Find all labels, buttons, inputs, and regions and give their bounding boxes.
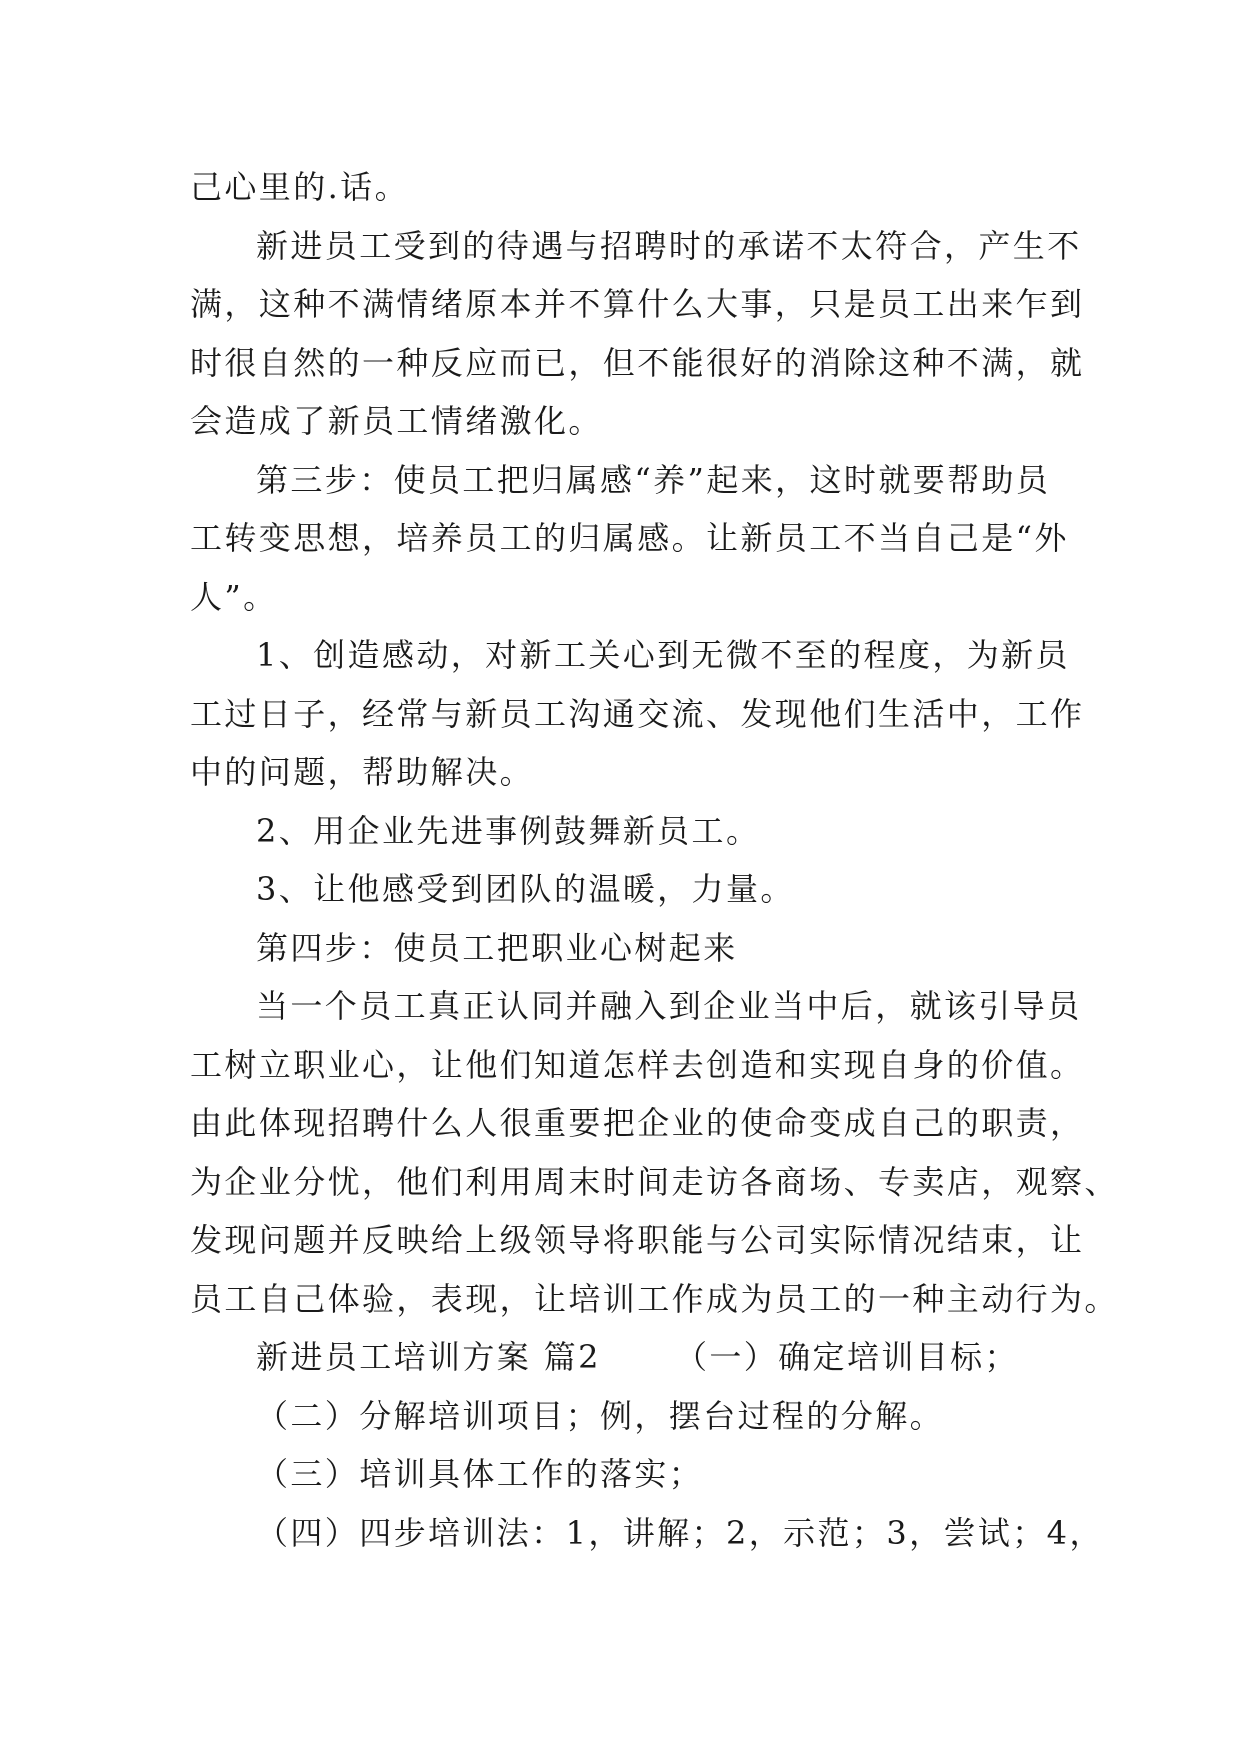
paragraph-line: 第四步：使员工把职业心树起来 (256, 928, 738, 967)
paragraph-line: 员工自己体验，表现，让培训工作成为员工的一种主动行为。 (190, 1279, 1119, 1318)
section-first-item: （一）确定培训目标； (674, 1338, 1019, 1376)
paragraph-line: 工过日子，经常与新员工沟通交流、发现他们生活中，工作 (190, 694, 1085, 733)
paragraph-line: 时很自然的一种反应而已，但不能很好的消除这种不满，就 (190, 343, 1085, 382)
paragraph-line: （三）培训具体工作的落实； (256, 1455, 704, 1493)
paragraph-line: 满，这种不满情绪原本并不算什么大事，只是员工出来乍到 (190, 285, 1085, 323)
paragraph-line: 工树立职业心，让他们知道怎样去创造和实现自身的价值。 (190, 1045, 1085, 1084)
paragraph-line: 由此体现招聘什么人很重要把企业的使命变成自己的职责， (190, 1104, 1085, 1142)
paragraph-line: 1、创造感动，对新工关心到无微不至的程度，为新员 (256, 636, 1070, 674)
paragraph-line: 己心里的.话。 (190, 168, 409, 206)
paragraph-line: 工转变思想，培养员工的归属感。让新员工不当自己是“外 (190, 519, 1069, 557)
section-title: 新进员工培训方案 篇2 (256, 1338, 601, 1376)
paragraph-line: 为企业分忧，他们利用周末时间走访各商场、专卖店，观察、 (190, 1162, 1119, 1201)
paragraph-line: 第三步：使员工把归属感“养”起来，这时就要帮助员 (256, 460, 1051, 499)
paragraph-line: 人”。 (190, 577, 278, 616)
paragraph-line: 新进员工受到的待遇与招聘时的承诺不太符合，产生不 (256, 226, 1082, 265)
paragraph-line: 会造成了新员工情绪激化。 (190, 402, 603, 440)
paragraph-line: （四）四步培训法：1，讲解；2，示范；3，尝试；4， (256, 1513, 1104, 1552)
paragraph-line: 中的问题，帮助解决。 (190, 753, 535, 791)
paragraph-line: 发现问题并反映给上级领导将职能与公司实际情况结束，让 (190, 1221, 1085, 1259)
paragraph-line: （二）分解培训项目；例，摆台过程的分解。 (256, 1396, 945, 1435)
paragraph-line: 2、用企业先进事例鼓舞新员工。 (256, 811, 761, 850)
section-heading-line (190, 1328, 1070, 1387)
paragraph-line: 3、让他感受到团队的温暖，力量。 (256, 870, 795, 908)
paragraph-line: 当一个员工真正认同并融入到企业当中后，就该引导员 (256, 987, 1082, 1025)
document-body (190, 158, 1119, 1562)
